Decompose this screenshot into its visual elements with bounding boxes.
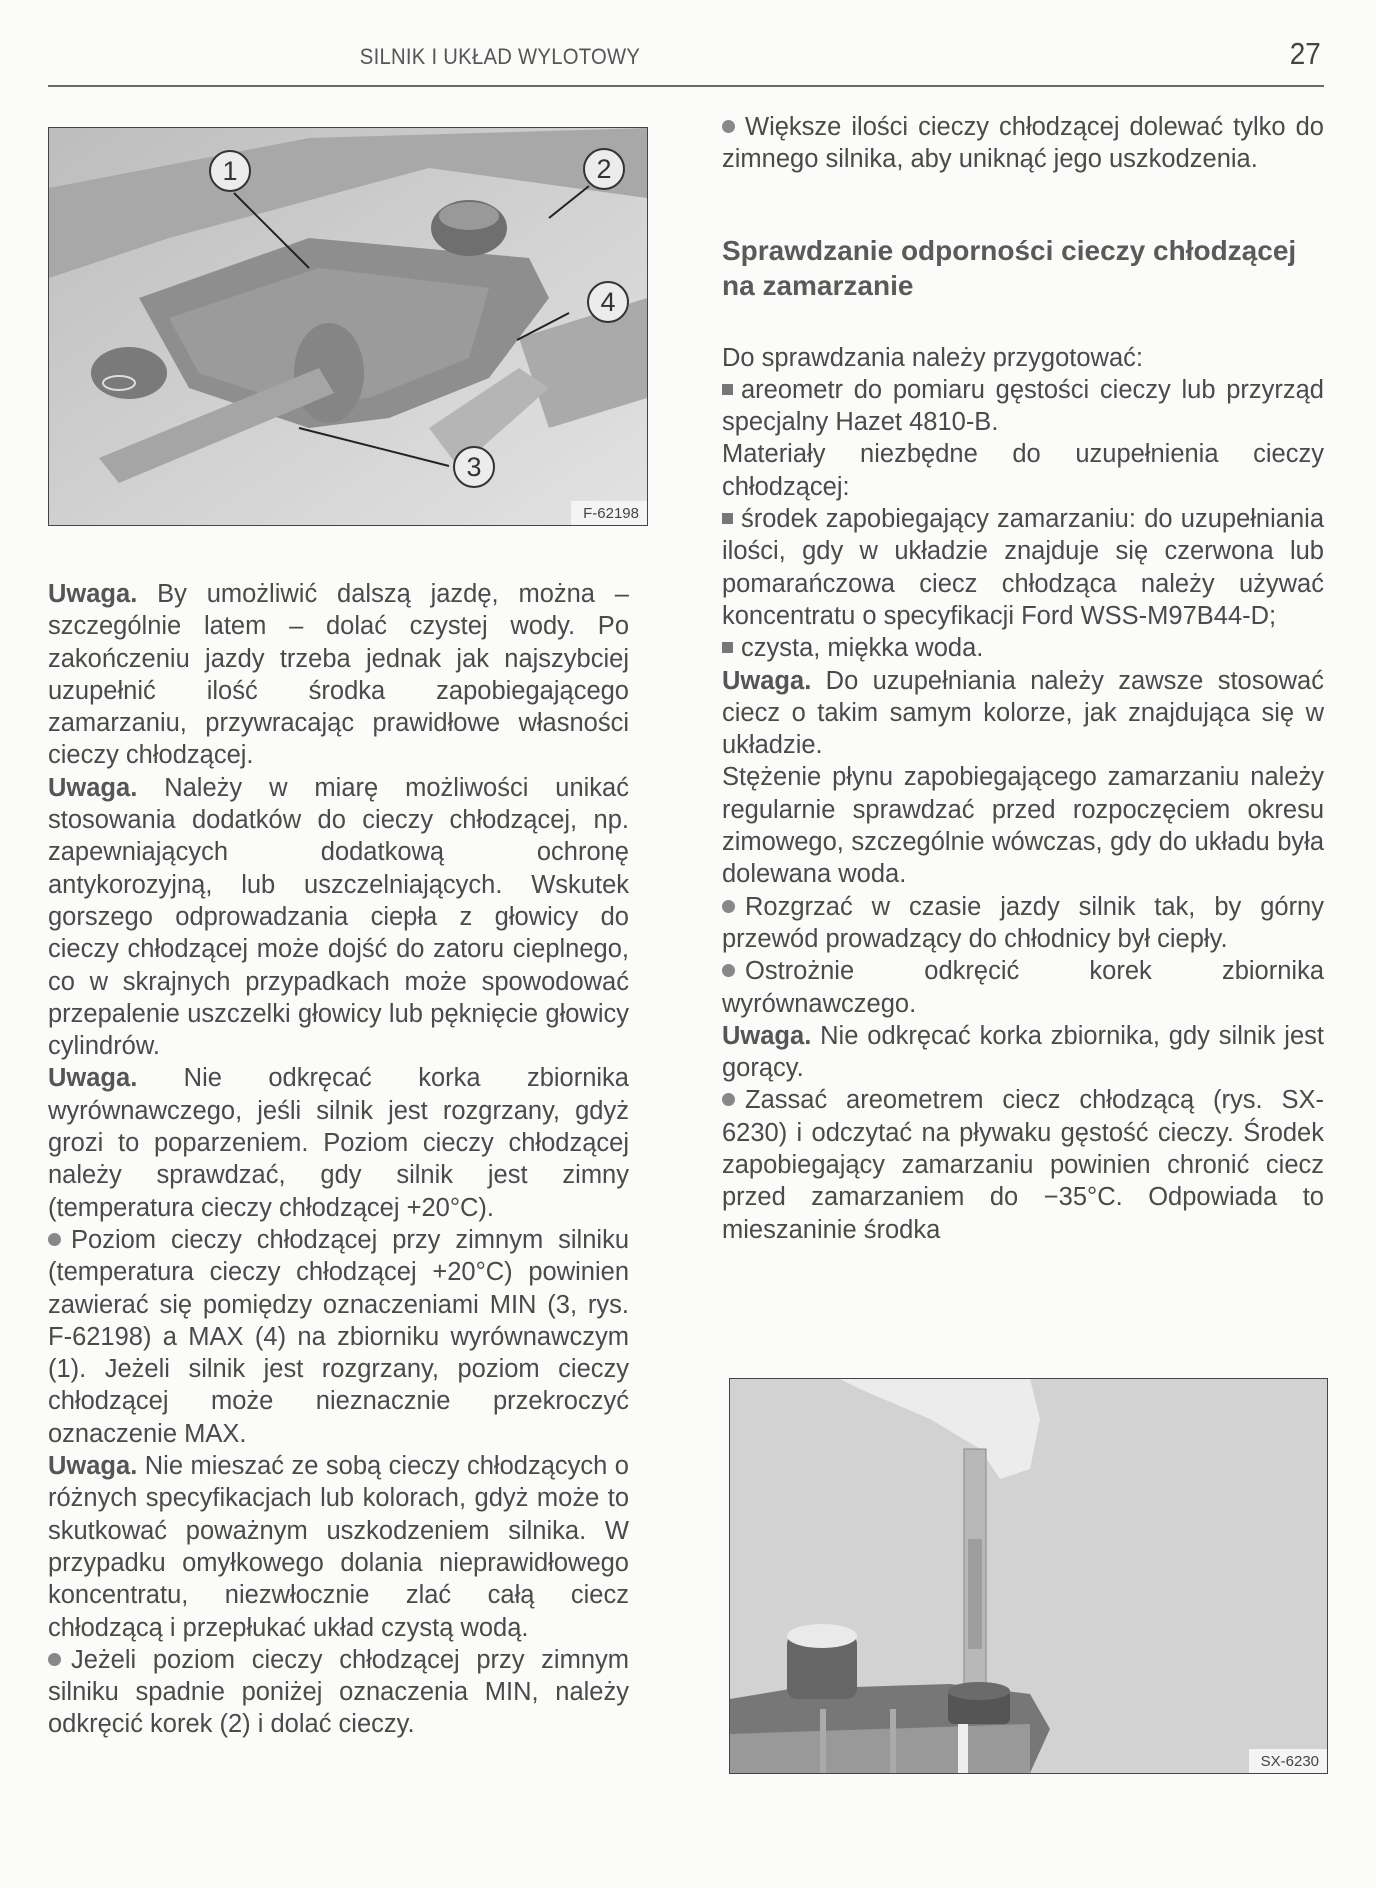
- note-label: Uwaga.: [722, 666, 812, 695]
- body-paragraph: Materiały niezbędne do uzupełnienia cieczy chłodzącej:: [722, 440, 1324, 501]
- note-paragraph: [722, 665, 1324, 762]
- note-paragraph: [48, 1062, 629, 1223]
- note-paragraph: [48, 1450, 629, 1644]
- bullet-paragraph: [722, 891, 1324, 956]
- note-paragraph: [48, 578, 629, 772]
- list-item-text: areometr do pomiaru gęstości cieczy lub przyrząd specjalny Hazet 4810-B.: [722, 375, 1324, 437]
- callout-2-cap: 2: [583, 148, 625, 190]
- header-rule: [48, 85, 1324, 87]
- note-paragraph: [722, 1020, 1324, 1085]
- body-paragraph: Stężenie płynu zapobiegającego zamarzaniu należy regularnie sprawdzać przed rozpoczęciem okresu zimowego, szczególnie wówczas, gdy do układu była dolewana woda.: [722, 763, 1324, 889]
- square-bullet-icon: [722, 384, 733, 395]
- note-label: Uwaga.: [722, 1021, 812, 1050]
- note-text: By umożliwić dalszą jazdę, można – szczególnie latem – dolać czystej wody. Po zakończeniu jazdy trzeba jednak jak najszybciej uzupełnić ilość środka zapobiegającego zamarzaniu, przywracając prawidłowe własności cieczy chłodzącej.: [48, 580, 629, 770]
- bullet-text: Rozgrzać w czasie jazdy silnik tak, by górny przewód prowadzący do chłodnicy był ciepły.: [722, 892, 1324, 953]
- callout-1-reservoir: 1: [209, 150, 251, 192]
- bullet-paragraph: [722, 111, 1324, 176]
- list-item: [722, 374, 1324, 439]
- note-text: Nie odkręcać korka zbiornika wyrównawczego, jeśli silnik jest rozgrzany, gdyż grozi to poparzeniem. Poziom cieczy chłodzącej należy sprawdzać, gdy silnik jest zimny (temperatura cieczy chłodzącej +20°C).: [48, 1064, 629, 1222]
- bullet-paragraph: [722, 1084, 1324, 1245]
- note-text: Do uzupełniania należy zawsze stosować ciecz o takim samym kolorze, jak znajdująca się w układzie.: [722, 666, 1324, 760]
- bullet-dot-icon: [48, 1653, 61, 1666]
- bullet-text: Większe ilości cieczy chłodzącej dolewać tylko do zimnego silnika, aby uniknąć jego uszkodzenia.: [722, 113, 1324, 174]
- section-heading: Sprawdzanie odporności cieczy chłodzącej na zamarzanie: [722, 234, 1297, 301]
- bullet-dot-icon: [722, 1093, 735, 1106]
- figure-hydrometer: [729, 1378, 1328, 1774]
- bullet-dot-icon: [722, 120, 735, 133]
- note-label: Uwaga.: [48, 580, 138, 608]
- bullet-dot-icon: [722, 964, 735, 977]
- figure-caption-sx6230: SX-6230: [1249, 1749, 1327, 1773]
- bullet-dot-icon: [722, 900, 735, 913]
- bullet-text: Zassać areometrem ciecz chłodzącą (rys. SX-6230) i odczytać na pływaku gęstość cieczy. Środek zapobiegający zamarzaniu powinien chronić ciecz przed zamarzaniem do −35°C. Odpowiada to mieszaninie środka: [722, 1086, 1324, 1244]
- note-label: Uwaga.: [48, 773, 138, 802]
- left-column: [48, 578, 629, 1741]
- bullet-text: Poziom cieczy chłodzącej przy zimnym silniku (temperatura cieczy chłodzącej +20°C) powinien zawierać się pomiędzy oznaczeniami MIN (3, rys. F-62198) a MAX (4) na zbiorniku wyrównawczym (1). Jeżeli silnik jest rozgrzany, poziom cieczy chłodzącej może nieznacznie przekroczyć oznaczenie MAX.: [48, 1225, 629, 1448]
- figure-caption-f62198: F-62198: [571, 501, 647, 525]
- note-label: Uwaga.: [48, 1452, 138, 1481]
- note-text: Nie mieszać ze sobą cieczy chłodzących o różnych specyfikacjach lub kolorach, gdyż może to skutkować poważnym uszkodzeniem silnika. W przypadku omyłkowego dolania nieprawidłowego koncentratu, niezwłocznie zlać całą ciecz chłodzącą i przepłukać układ czystą wodą.: [48, 1452, 629, 1642]
- bullet-paragraph: [48, 1224, 629, 1450]
- note-text: Nie odkręcać korka zbiornika, gdy silnik jest gorący.: [722, 1021, 1324, 1083]
- list-item: [722, 503, 1324, 632]
- running-header-title: SILNIK I UKŁAD WYLOTOWY: [359, 44, 641, 69]
- bullet-paragraph: [48, 1644, 629, 1741]
- note-label: Uwaga.: [48, 1064, 138, 1093]
- list-item-text: środek zapobiegający zamarzaniu: do uzupełniania ilości, gdy w układzie znajduje się czerwona lub pomarańczowa ciecz chłodząca należy używać koncentratu o specyfikacji Ford WSS-M97B44-D;: [722, 505, 1324, 630]
- note-paragraph: [48, 772, 629, 1063]
- callout-3-min-mark: 3: [453, 446, 495, 488]
- note-text: Należy w miarę możliwości unikać stosowania dodatków do cieczy chłodzącej, np. zapewniających dodatkową ochronę antykorozyjną, lub uszczelniających. Wskutek gorszego odprowadzania ciepła z głowicy do cieczy chłodzącej może dojść do zatoru cieplnego, co w skrajnych przypadkach może spowodować przepalenie uszczelki głowicy lub pęknięcie głowicy cylindrów.: [48, 773, 629, 1061]
- bullet-text: Jeżeli poziom cieczy chłodzącej przy zimnym silniku spadnie poniżej oznaczenia MIN, należy odkręcić korek (2) i dolać cieczy.: [48, 1645, 629, 1739]
- reservoir-photo-illustration: [49, 128, 647, 525]
- bullet-paragraph: [722, 955, 1324, 1020]
- list-item: [722, 632, 1324, 664]
- bullet-dot-icon: [48, 1233, 61, 1246]
- hydrometer-photo-illustration: [730, 1379, 1327, 1773]
- square-bullet-icon: [722, 513, 733, 524]
- square-bullet-icon: [722, 642, 733, 653]
- right-column: [722, 111, 1324, 1246]
- bullet-text: Ostrożnie odkręcić korek zbiornika wyrównawczego.: [722, 957, 1324, 1018]
- page-number: 27: [1289, 36, 1321, 71]
- body-paragraph: Do sprawdzania należy przygotować:: [722, 343, 1143, 372]
- figure-coolant-reservoir: [48, 127, 648, 526]
- callout-4-max-mark: 4: [587, 281, 629, 323]
- list-item-text: czysta, miękka woda.: [741, 634, 984, 663]
